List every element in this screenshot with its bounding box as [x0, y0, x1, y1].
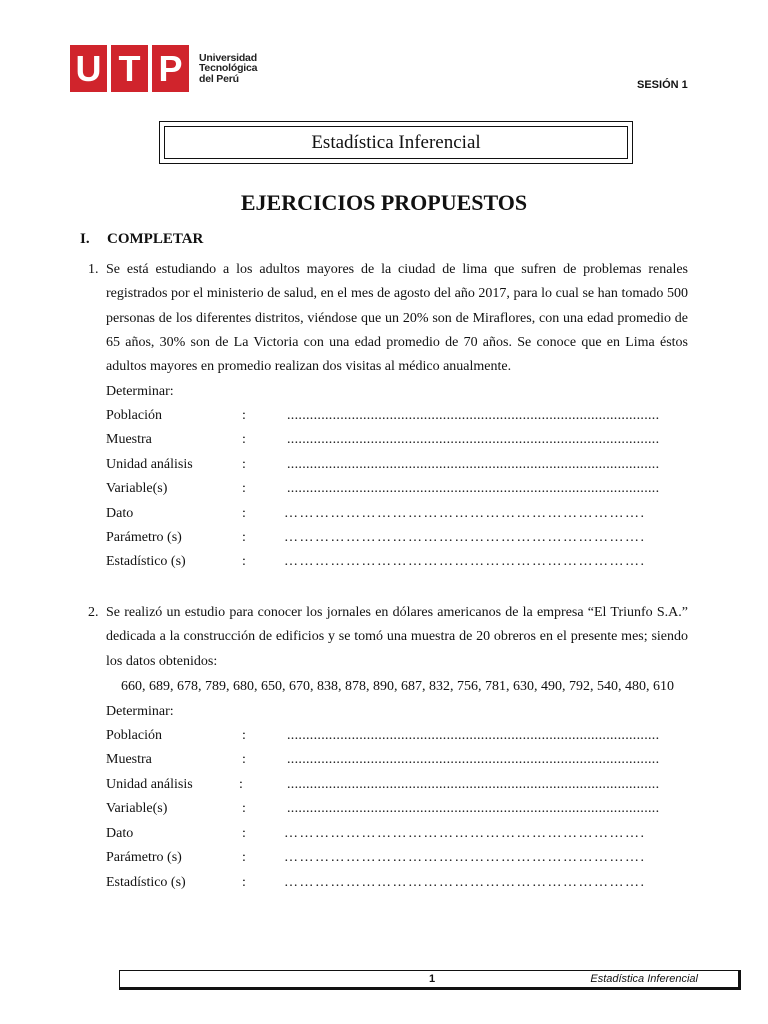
ex1-blank-dato[interactable]: …………………………………………………………….	[284, 506, 646, 521]
colon: :	[242, 432, 246, 447]
section-label: COMPLETAR	[107, 231, 204, 247]
page-footer	[119, 970, 741, 990]
ex2-field-unidad-analisis: Unidad análisis	[106, 777, 193, 792]
ex1-field-unidad-analisis: Unidad análisis	[106, 457, 193, 472]
ex1-field-estadistico: Estadístico (s)	[106, 554, 186, 569]
colon: :	[242, 875, 246, 890]
colon: :	[242, 457, 246, 472]
ex2-blank-poblacion[interactable]: ..................................................................................................	[287, 728, 660, 743]
ex2-field-parametro: Parámetro (s)	[106, 850, 182, 865]
colon: :	[242, 481, 246, 496]
exercise-2-determinar: Determinar:	[106, 704, 174, 719]
ex1-blank-variables[interactable]: ..................................................................................................	[287, 481, 660, 496]
section-number: I.	[80, 231, 90, 247]
colon: :	[242, 826, 246, 841]
section-heading	[80, 231, 203, 248]
colon: :	[242, 728, 246, 743]
colon: :	[242, 408, 246, 423]
colon: :	[242, 506, 246, 521]
page-number: 1	[429, 973, 436, 985]
exercise-1-text: Se está estudiando a los adultos mayores de la ciudad de lima que sufren de problemas renales registrados por el ministerio de salud, en el mes de agosto del año 2017, para lo cual se han tomado 500 personas de los diferentes distritos, viéndose que un 20% son de Miraflores, con una edad promedio de 65 años, 30% son de La Victoria con una edad promedio de 70 años. Se conoce que en Lima éstos adultos mayores en promedio realizan dos visitas al médico anualmente.	[106, 262, 688, 375]
exercise-2	[88, 601, 688, 674]
exercise-2-data: 660, 689, 678, 789, 680, 650, 670, 838, 878, 890, 687, 832, 756, 781, 630, 490, 792, 540, 480, 610	[121, 679, 674, 694]
colon: :	[242, 752, 246, 767]
exercise-1-number: 1.	[88, 262, 99, 277]
exercise-1	[88, 258, 688, 379]
ex2-blank-estadistico[interactable]: …………………………………………………………….	[284, 875, 646, 890]
logo-letter-u: U	[70, 45, 107, 92]
ex1-blank-unidad-analisis[interactable]: ..................................................................................................	[287, 457, 660, 472]
exercise-1-determinar: Determinar:	[106, 384, 174, 399]
ex2-blank-unidad-analisis[interactable]: ..................................................................................................	[287, 777, 660, 792]
colon: :	[242, 850, 246, 865]
ex1-field-muestra: Muestra	[106, 432, 152, 447]
ex1-blank-poblacion[interactable]: ..................................................................................................	[287, 408, 660, 423]
ex1-blank-estadistico[interactable]: …………………………………………………………….	[284, 554, 646, 569]
exercise-2-number: 2.	[88, 605, 99, 620]
course-title-box	[159, 121, 633, 164]
ex2-field-dato: Dato	[106, 826, 134, 841]
colon: :	[242, 530, 246, 545]
ex1-field-dato: Dato	[106, 506, 134, 521]
ex1-blank-parametro[interactable]: …………………………………………………………….	[284, 530, 646, 545]
university-name	[199, 53, 257, 85]
ex2-field-poblacion: Población	[106, 728, 162, 743]
colon: :	[242, 554, 246, 569]
page-heading: EJERCICIOS PROPUESTOS	[240, 190, 528, 215]
ex2-field-muestra: Muestra	[106, 752, 152, 767]
ex1-field-parametro: Parámetro (s)	[106, 530, 182, 545]
ex1-field-poblacion: Población	[106, 408, 162, 423]
course-title: Estadística Inferencial	[164, 126, 628, 159]
exercise-2-text: Se realizó un estudio para conocer los jornales en dólares americanos de la empresa “El Triunfo S.A.” dedicada a la construcción de edificios y se tomó una muestra de 20 obreros en el presente mes; siendo los datos obtenidos:	[106, 605, 688, 669]
colon: :	[239, 777, 243, 792]
ex2-blank-dato[interactable]: …………………………………………………………….	[284, 826, 646, 841]
university-name-line: del Perú	[199, 72, 239, 85]
colon: :	[242, 801, 246, 816]
ex1-blank-muestra[interactable]: ..................................................................................................	[287, 432, 660, 447]
ex2-field-estadistico: Estadístico (s)	[106, 875, 186, 890]
ex1-field-variables: Variable(s)	[106, 481, 168, 496]
ex2-blank-parametro[interactable]: …………………………………………………………….	[284, 850, 646, 865]
session-label: SESIÓN 1	[637, 79, 688, 91]
ex2-field-variables: Variable(s)	[106, 801, 168, 816]
university-name-line: Tecnológica	[199, 62, 258, 75]
university-name-line: Universidad	[199, 51, 257, 64]
ex2-blank-variables[interactable]: ..................................................................................................	[287, 801, 660, 816]
logo-letter-t: T	[111, 45, 148, 92]
ex2-blank-muestra[interactable]: ..................................................................................................	[287, 752, 660, 767]
footer-title: Estadística Inferencial	[590, 973, 698, 985]
logo-letter-p: P	[152, 45, 189, 92]
utp-logo	[70, 45, 257, 92]
